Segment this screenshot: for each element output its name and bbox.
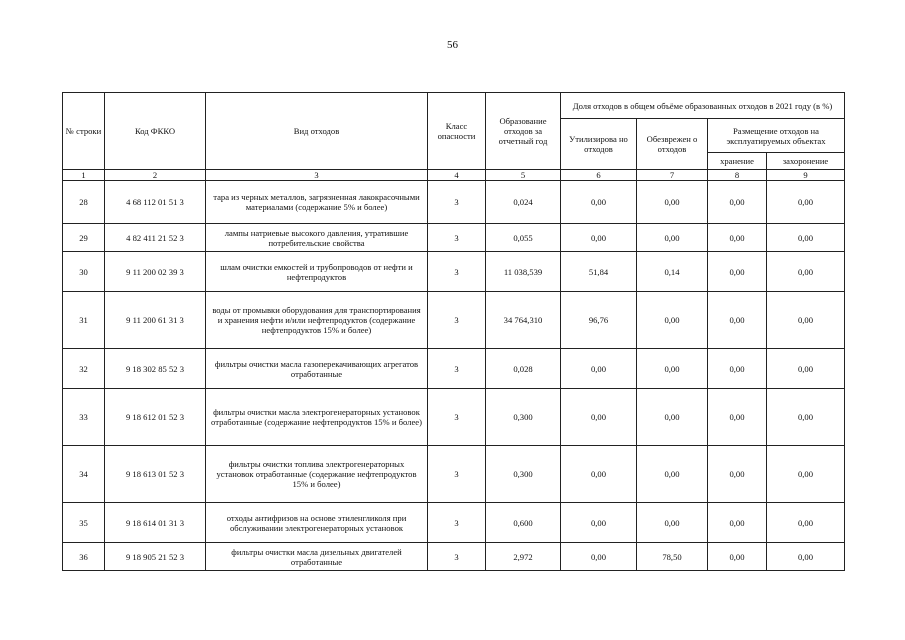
utilized-share: 96,76 bbox=[561, 292, 637, 349]
burial-share: 0,00 bbox=[767, 292, 845, 349]
row-number: 32 bbox=[63, 349, 105, 389]
table-row bbox=[63, 349, 845, 389]
header-storage: хранение bbox=[708, 153, 767, 170]
fkko-code: 9 18 612 01 52 3 bbox=[105, 389, 206, 446]
neutralized-share: 0,00 bbox=[637, 292, 708, 349]
storage-share: 0,00 bbox=[708, 224, 767, 252]
utilized-share: 0,00 bbox=[561, 389, 637, 446]
waste-name: отходы антифризов на основе этиленгликоля при обслуживании электрогенераторных установок bbox=[206, 503, 428, 543]
generated-amount: 0,028 bbox=[486, 349, 561, 389]
utilized-share: 0,00 bbox=[561, 543, 637, 571]
column-number: 9 bbox=[767, 170, 845, 181]
storage-share: 0,00 bbox=[708, 181, 767, 224]
generated-amount: 0,055 bbox=[486, 224, 561, 252]
burial-share: 0,00 bbox=[767, 446, 845, 503]
fkko-code: 9 11 200 61 31 3 bbox=[105, 292, 206, 349]
neutralized-share: 0,14 bbox=[637, 252, 708, 292]
utilized-share: 0,00 bbox=[561, 349, 637, 389]
column-number: 6 bbox=[561, 170, 637, 181]
hazard-class: 3 bbox=[428, 349, 486, 389]
row-number: 34 bbox=[63, 446, 105, 503]
waste-name: фильтры очистки масла газоперекачивающих агрегатов отработанные bbox=[206, 349, 428, 389]
waste-name: воды от промывки оборудования для транспортирования и хранения нефти и/или нефтепродуктов (содержание нефтепродуктов 15% и более) bbox=[206, 292, 428, 349]
column-number: 2 bbox=[105, 170, 206, 181]
row-number: 35 bbox=[63, 503, 105, 543]
hazard-class: 3 bbox=[428, 389, 486, 446]
header-utilized: Утилизирова но отходов bbox=[561, 119, 637, 170]
storage-share: 0,00 bbox=[708, 446, 767, 503]
header-type: Вид отходов bbox=[206, 93, 428, 170]
column-number-row bbox=[63, 170, 845, 181]
table-row bbox=[63, 503, 845, 543]
utilized-share: 0,00 bbox=[561, 181, 637, 224]
column-number: 1 bbox=[63, 170, 105, 181]
burial-share: 0,00 bbox=[767, 349, 845, 389]
neutralized-share: 0,00 bbox=[637, 181, 708, 224]
storage-share: 0,00 bbox=[708, 349, 767, 389]
storage-share: 0,00 bbox=[708, 292, 767, 349]
column-number: 3 bbox=[206, 170, 428, 181]
fkko-code: 9 18 905 21 52 3 bbox=[105, 543, 206, 571]
header-generated: Образование отходов за отчетный год bbox=[486, 93, 561, 170]
generated-amount: 11 038,539 bbox=[486, 252, 561, 292]
generated-amount: 0,600 bbox=[486, 503, 561, 543]
hazard-class: 3 bbox=[428, 181, 486, 224]
hazard-class: 3 bbox=[428, 503, 486, 543]
storage-share: 0,00 bbox=[708, 543, 767, 571]
waste-name: фильтры очистки масла электрогенераторных установок отработанные (содержание нефтепродуктов 15% и более) bbox=[206, 389, 428, 446]
fkko-code: 9 18 302 85 52 3 bbox=[105, 349, 206, 389]
hazard-class: 3 bbox=[428, 292, 486, 349]
neutralized-share: 78,50 bbox=[637, 543, 708, 571]
row-number: 29 bbox=[63, 224, 105, 252]
generated-amount: 0,024 bbox=[486, 181, 561, 224]
header-share-group: Доля отходов в общем объёме образованных отходов в 2021 году (в %) bbox=[561, 93, 845, 119]
header-code: Код ФККО bbox=[105, 93, 206, 170]
utilized-share: 51,84 bbox=[561, 252, 637, 292]
table-row bbox=[63, 292, 845, 349]
neutralized-share: 0,00 bbox=[637, 446, 708, 503]
burial-share: 0,00 bbox=[767, 543, 845, 571]
hazard-class: 3 bbox=[428, 543, 486, 571]
table-row bbox=[63, 446, 845, 503]
row-number: 31 bbox=[63, 292, 105, 349]
table-row bbox=[63, 543, 845, 571]
generated-amount: 2,972 bbox=[486, 543, 561, 571]
burial-share: 0,00 bbox=[767, 503, 845, 543]
neutralized-share: 0,00 bbox=[637, 389, 708, 446]
column-number: 7 bbox=[637, 170, 708, 181]
table-row bbox=[63, 224, 845, 252]
utilized-share: 0,00 bbox=[561, 446, 637, 503]
utilized-share: 0,00 bbox=[561, 224, 637, 252]
row-number: 30 bbox=[63, 252, 105, 292]
page-number: 56 bbox=[447, 39, 458, 51]
generated-amount: 0,300 bbox=[486, 446, 561, 503]
hazard-class: 3 bbox=[428, 224, 486, 252]
burial-share: 0,00 bbox=[767, 181, 845, 224]
storage-share: 0,00 bbox=[708, 389, 767, 446]
column-number: 4 bbox=[428, 170, 486, 181]
waste-table bbox=[62, 92, 845, 571]
row-number: 28 bbox=[63, 181, 105, 224]
fkko-code: 9 11 200 02 39 3 bbox=[105, 252, 206, 292]
storage-share: 0,00 bbox=[708, 503, 767, 543]
generated-amount: 34 764,310 bbox=[486, 292, 561, 349]
fkko-code: 4 68 112 01 51 3 bbox=[105, 181, 206, 224]
utilized-share: 0,00 bbox=[561, 503, 637, 543]
column-number: 8 bbox=[708, 170, 767, 181]
burial-share: 0,00 bbox=[767, 252, 845, 292]
burial-share: 0,00 bbox=[767, 224, 845, 252]
waste-name: фильтры очистки масла дизельных двигателей отработанные bbox=[206, 543, 428, 571]
header-hazard-class: Класс опасности bbox=[428, 93, 486, 170]
table-row bbox=[63, 181, 845, 224]
column-number: 5 bbox=[486, 170, 561, 181]
waste-name: шлам очистки емкостей и трубопроводов от нефти и нефтепродуктов bbox=[206, 252, 428, 292]
fkko-code: 9 18 613 01 52 3 bbox=[105, 446, 206, 503]
neutralized-share: 0,00 bbox=[637, 503, 708, 543]
hazard-class: 3 bbox=[428, 446, 486, 503]
hazard-class: 3 bbox=[428, 252, 486, 292]
storage-share: 0,00 bbox=[708, 252, 767, 292]
row-number: 36 bbox=[63, 543, 105, 571]
header-neutralized: Обезврежен о отходов bbox=[637, 119, 708, 170]
burial-share: 0,00 bbox=[767, 389, 845, 446]
waste-name: тара из черных металлов, загрязненная лакокрасочными материалами (содержание 5% и более) bbox=[206, 181, 428, 224]
table-row bbox=[63, 389, 845, 446]
neutralized-share: 0,00 bbox=[637, 224, 708, 252]
waste-name: фильтры очистки топлива электрогенераторных установок отработанные (содержание нефтепродуктов 15% и более) bbox=[206, 446, 428, 503]
header-burial: захоронение bbox=[767, 153, 845, 170]
generated-amount: 0,300 bbox=[486, 389, 561, 446]
table-row bbox=[63, 252, 845, 292]
header-placement-group: Размещение отходов на эксплуатируемых объектах bbox=[708, 119, 845, 153]
fkko-code: 9 18 614 01 31 3 bbox=[105, 503, 206, 543]
neutralized-share: 0,00 bbox=[637, 349, 708, 389]
waste-name: лампы натриевые высокого давления, утратившие потребительские свойства bbox=[206, 224, 428, 252]
fkko-code: 4 82 411 21 52 3 bbox=[105, 224, 206, 252]
header-row-no: № строки bbox=[63, 93, 105, 170]
row-number: 33 bbox=[63, 389, 105, 446]
